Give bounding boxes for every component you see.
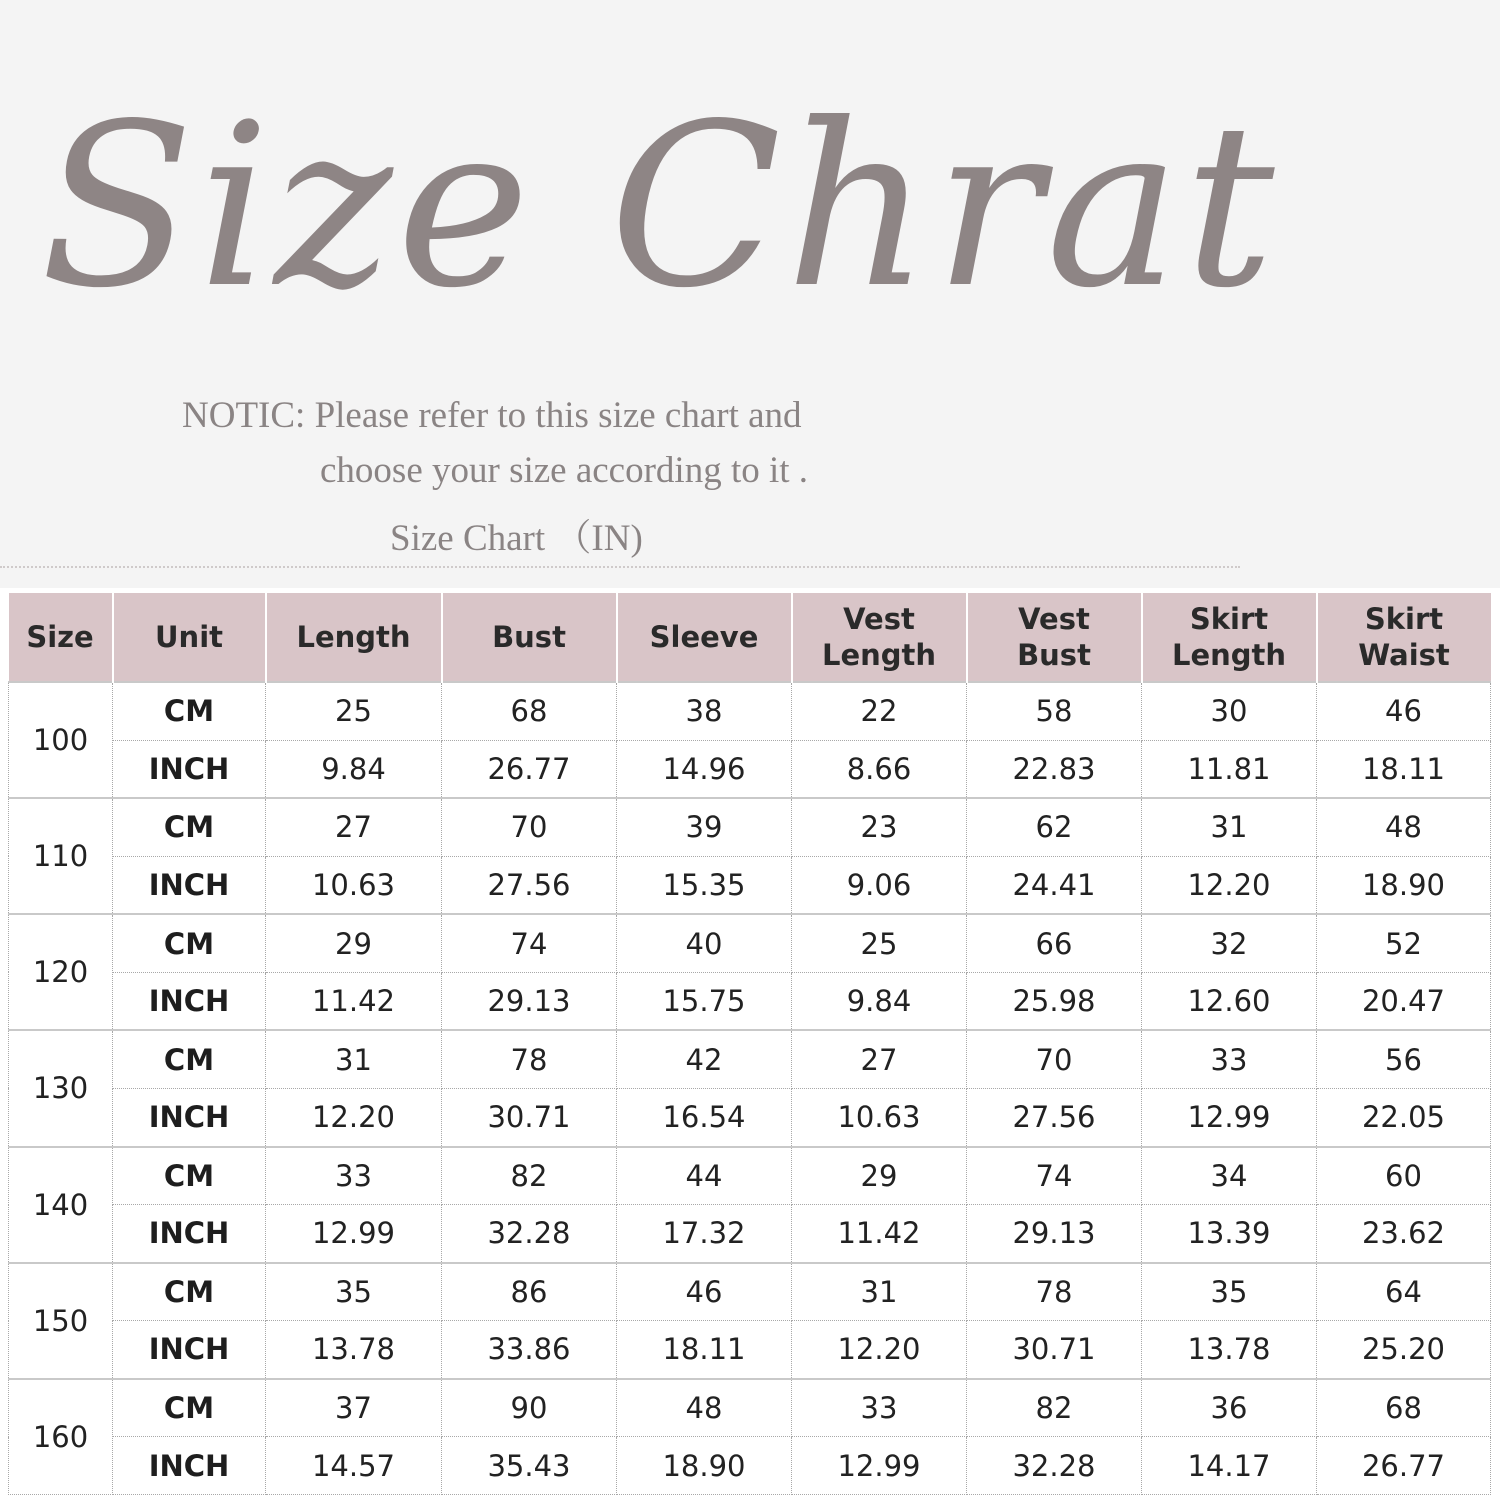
value-cell: 29.13	[442, 972, 617, 1030]
value-cell: 27.56	[442, 856, 617, 914]
value-cell: 44	[617, 1147, 792, 1205]
value-cell: 52	[1317, 914, 1491, 972]
value-cell: 60	[1317, 1147, 1491, 1205]
value-cell: 48	[1317, 798, 1491, 856]
value-cell: 90	[442, 1379, 617, 1437]
value-cell: 33	[266, 1147, 442, 1205]
value-cell: 35	[1142, 1263, 1317, 1321]
value-cell: 8.66	[792, 740, 967, 798]
value-cell: 15.35	[617, 856, 792, 914]
unit-cell: CM	[113, 1263, 266, 1321]
value-cell: 68	[442, 682, 617, 740]
value-cell: 18.90	[1317, 856, 1491, 914]
table-row	[9, 1088, 1491, 1146]
column-header-vest-length: Vest Length	[792, 593, 967, 682]
value-cell: 25.98	[967, 972, 1142, 1030]
value-cell: 66	[967, 914, 1142, 972]
unit-cell: INCH	[113, 1088, 266, 1146]
value-cell: 40	[617, 914, 792, 972]
value-cell: 33	[1142, 1030, 1317, 1088]
column-header-unit: Unit	[113, 593, 266, 682]
value-cell: 82	[442, 1147, 617, 1205]
page-title: Size Chrat	[40, 76, 1279, 338]
size-chart-header	[0, 0, 1500, 588]
value-cell: 36	[1142, 1379, 1317, 1437]
value-cell: 23	[792, 798, 967, 856]
value-cell: 29.13	[967, 1205, 1142, 1263]
value-cell: 22.83	[967, 740, 1142, 798]
unit-cell: CM	[113, 1030, 266, 1088]
unit-cell: INCH	[113, 1205, 266, 1263]
value-cell: 26.77	[442, 740, 617, 798]
table-header-row	[9, 593, 1491, 682]
table-row	[9, 1437, 1491, 1495]
value-cell: 23.62	[1317, 1205, 1491, 1263]
value-cell: 25	[792, 914, 967, 972]
value-cell: 78	[442, 1030, 617, 1088]
value-cell: 26.77	[1317, 1437, 1491, 1495]
value-cell: 34	[1142, 1147, 1317, 1205]
value-cell: 18.90	[617, 1437, 792, 1495]
value-cell: 27	[792, 1030, 967, 1088]
value-cell: 17.32	[617, 1205, 792, 1263]
value-cell: 33.86	[442, 1321, 617, 1379]
unit-cell: CM	[113, 798, 266, 856]
table-row	[9, 682, 1491, 740]
value-cell: 82	[967, 1379, 1142, 1437]
value-cell: 12.20	[266, 1088, 442, 1146]
value-cell: 18.11	[617, 1321, 792, 1379]
value-cell: 11.81	[1142, 740, 1317, 798]
value-cell: 46	[1317, 682, 1491, 740]
value-cell: 62	[967, 798, 1142, 856]
unit-cell: CM	[113, 1147, 266, 1205]
unit-cell: CM	[113, 914, 266, 972]
value-cell: 31	[792, 1263, 967, 1321]
table-row	[9, 1147, 1491, 1205]
value-cell: 78	[967, 1263, 1142, 1321]
value-cell: 32.28	[967, 1437, 1142, 1495]
column-header-size: Size	[9, 593, 113, 682]
value-cell: 9.84	[266, 740, 442, 798]
value-cell: 35	[266, 1263, 442, 1321]
value-cell: 25	[266, 682, 442, 740]
table-row	[9, 1321, 1491, 1379]
value-cell: 58	[967, 682, 1142, 740]
value-cell: 31	[266, 1030, 442, 1088]
value-cell: 42	[617, 1030, 792, 1088]
value-cell: 29	[792, 1147, 967, 1205]
value-cell: 9.84	[792, 972, 967, 1030]
value-cell: 12.99	[792, 1437, 967, 1495]
unit-cell: INCH	[113, 856, 266, 914]
size-chart-table	[8, 593, 1491, 1495]
value-cell: 32.28	[442, 1205, 617, 1263]
size-cell: 120	[9, 914, 113, 1030]
value-cell: 14.57	[266, 1437, 442, 1495]
unit-cell: CM	[113, 682, 266, 740]
value-cell: 16.54	[617, 1088, 792, 1146]
value-cell: 38	[617, 682, 792, 740]
value-cell: 9.06	[792, 856, 967, 914]
value-cell: 74	[442, 914, 617, 972]
unit-cell: CM	[113, 1379, 266, 1437]
value-cell: 30.71	[442, 1088, 617, 1146]
column-header-skirt-waist: Skirt Waist	[1317, 593, 1491, 682]
value-cell: 30	[1142, 682, 1317, 740]
value-cell: 11.42	[266, 972, 442, 1030]
value-cell: 70	[442, 798, 617, 856]
value-cell: 13.78	[266, 1321, 442, 1379]
value-cell: 12.20	[1142, 856, 1317, 914]
value-cell: 30.71	[967, 1321, 1142, 1379]
size-cell: 150	[9, 1263, 113, 1379]
value-cell: 11.42	[792, 1205, 967, 1263]
column-header-sleeve: Sleeve	[617, 593, 792, 682]
value-cell: 70	[967, 1030, 1142, 1088]
column-header-bust: Bust	[442, 593, 617, 682]
value-cell: 12.20	[792, 1321, 967, 1379]
table-row	[9, 740, 1491, 798]
unit-cell: INCH	[113, 1437, 266, 1495]
value-cell: 27.56	[967, 1088, 1142, 1146]
value-cell: 25.20	[1317, 1321, 1491, 1379]
table-row	[9, 914, 1491, 972]
size-cell: 140	[9, 1147, 113, 1263]
value-cell: 46	[617, 1263, 792, 1321]
value-cell: 20.47	[1317, 972, 1491, 1030]
table-row	[9, 972, 1491, 1030]
value-cell: 12.99	[266, 1205, 442, 1263]
value-cell: 39	[617, 798, 792, 856]
column-header-vest-bust: Vest Bust	[967, 593, 1142, 682]
size-cell: 110	[9, 798, 113, 914]
value-cell: 33	[792, 1379, 967, 1437]
value-cell: 35.43	[442, 1437, 617, 1495]
value-cell: 37	[266, 1379, 442, 1437]
value-cell: 29	[266, 914, 442, 972]
value-cell: 14.96	[617, 740, 792, 798]
column-header-length: Length	[266, 593, 442, 682]
size-cell: 130	[9, 1030, 113, 1146]
column-header-skirt-length: Skirt Length	[1142, 593, 1317, 682]
value-cell: 27	[266, 798, 442, 856]
table-row	[9, 1030, 1491, 1088]
value-cell: 10.63	[792, 1088, 967, 1146]
notice-line-1: NOTIC: Please refer to this size chart and	[182, 395, 802, 436]
header-divider	[0, 566, 1240, 568]
value-cell: 14.17	[1142, 1437, 1317, 1495]
value-cell: 10.63	[266, 856, 442, 914]
value-cell: 12.99	[1142, 1088, 1317, 1146]
value-cell: 56	[1317, 1030, 1491, 1088]
size-cell: 160	[9, 1379, 113, 1495]
notice-line-2: choose your size according to it .	[320, 450, 809, 491]
unit-cell: INCH	[113, 1321, 266, 1379]
value-cell: 32	[1142, 914, 1317, 972]
value-cell: 12.60	[1142, 972, 1317, 1030]
table-row	[9, 856, 1491, 914]
table-row	[9, 1205, 1491, 1263]
value-cell: 15.75	[617, 972, 792, 1030]
unit-cell: INCH	[113, 972, 266, 1030]
value-cell: 13.39	[1142, 1205, 1317, 1263]
value-cell: 18.11	[1317, 740, 1491, 798]
value-cell: 48	[617, 1379, 792, 1437]
value-cell: 22	[792, 682, 967, 740]
notice-line-3: Size Chart （IN)	[390, 518, 643, 559]
unit-cell: INCH	[113, 740, 266, 798]
value-cell: 31	[1142, 798, 1317, 856]
table-row	[9, 1379, 1491, 1437]
value-cell: 64	[1317, 1263, 1491, 1321]
value-cell: 13.78	[1142, 1321, 1317, 1379]
value-cell: 86	[442, 1263, 617, 1321]
value-cell: 74	[967, 1147, 1142, 1205]
table-row	[9, 1263, 1491, 1321]
value-cell: 24.41	[967, 856, 1142, 914]
value-cell: 22.05	[1317, 1088, 1491, 1146]
table-row	[9, 798, 1491, 856]
table-body	[9, 682, 1491, 1495]
value-cell: 68	[1317, 1379, 1491, 1437]
size-cell: 100	[9, 682, 113, 798]
